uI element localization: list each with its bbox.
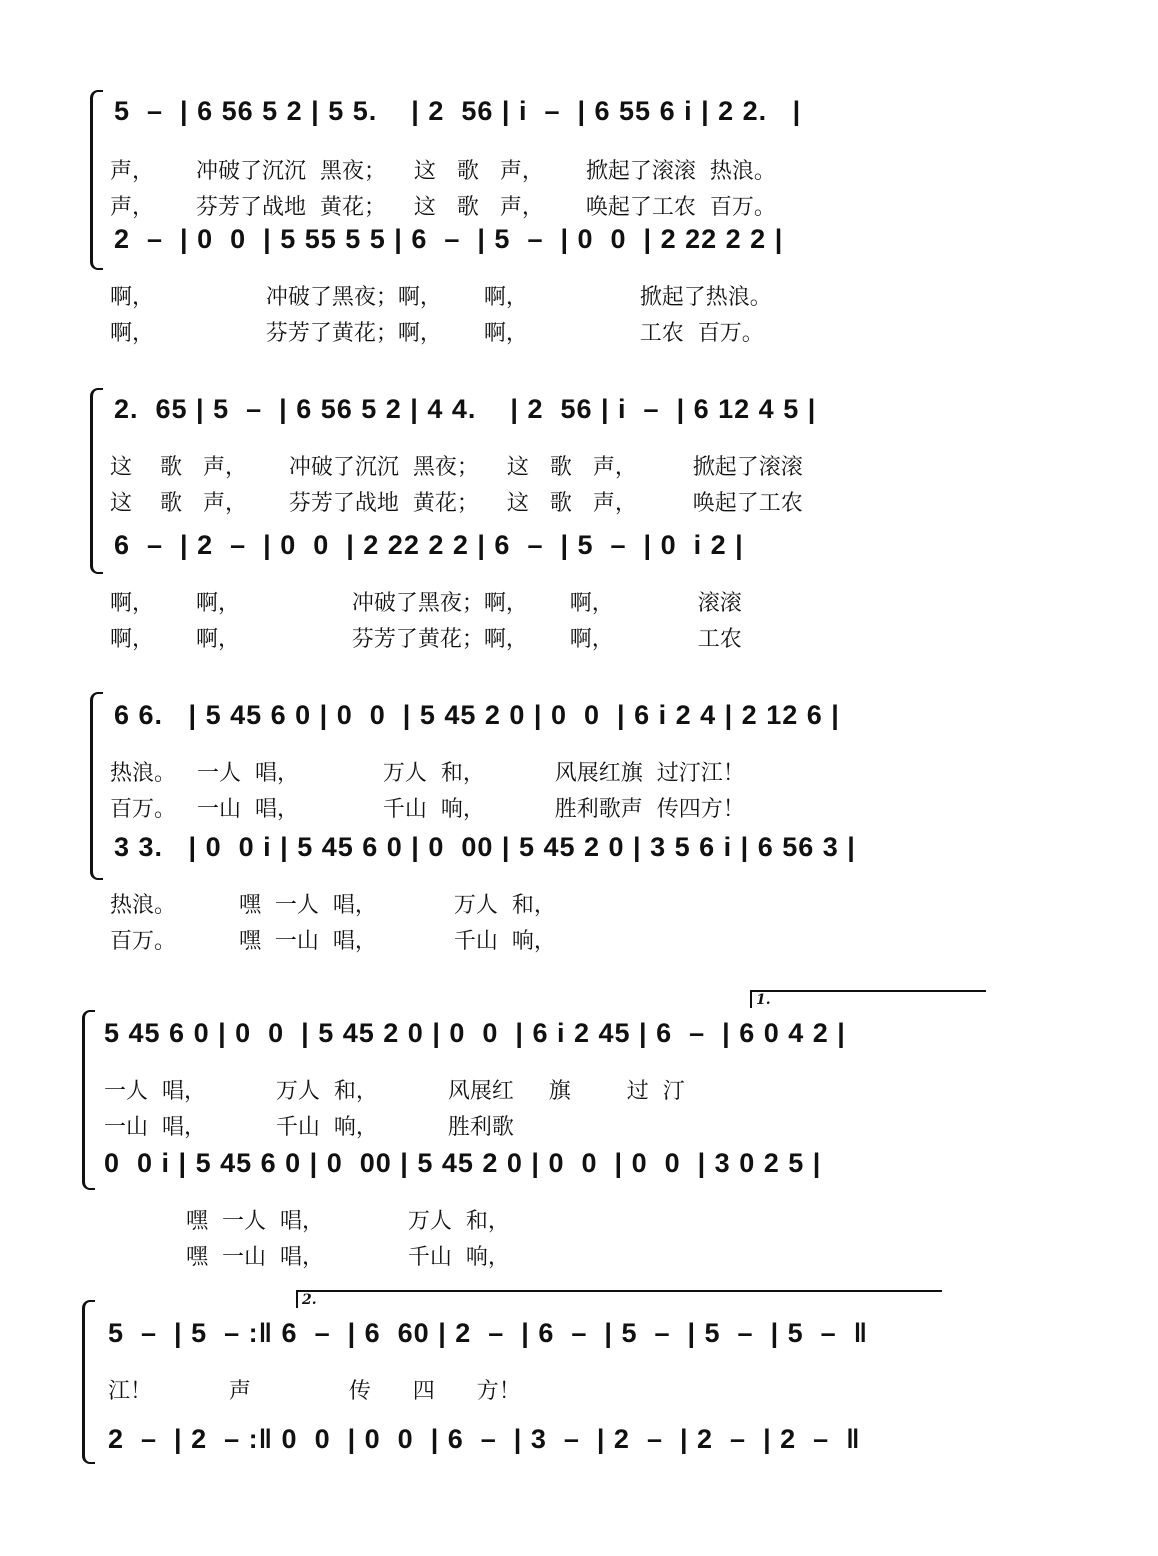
- voice1-lyrics-verse1: 这 歌 声， 冲破了沉沉 黑夜； 这 歌 声， 掀起了滚滚: [110, 455, 803, 480]
- voice2-lyrics-verse1: 啊， 啊， 冲破了黑夜；啊， 啊， 滚滚: [110, 591, 742, 616]
- voice2-notes: 0 0 i | 5 45 6 0 | 0 00 | 5 45 2 0 | 0 0 | 0 0 | 3 0 2 5 |: [104, 1148, 822, 1178]
- voice1-notes: 5 45 6 0 | 0 0 | 5 45 2 0 | 0 0 | 6 i 2 45 | 6 – | 6 0 4 2 |: [104, 1018, 846, 1048]
- voice1-notes: 6 6. | 5 45 6 0 | 0 0 | 5 45 2 0 | 0 0 | 6 i 2 4 | 2 12 6 |: [114, 700, 840, 730]
- voice2-lyrics-verse2: 啊， 啊， 芬芳了黄花；啊， 啊， 工农: [110, 627, 742, 652]
- voice1-lyrics-verse2: 百万。 一山 唱， 千山 响， 胜利歌声 传四方！: [110, 797, 745, 822]
- voice1-lyrics-verse1: 一人 唱， 万人 和， 风展红 旗 过 汀: [104, 1079, 685, 1104]
- voice2-lyrics-verse1: 嘿 一人 唱， 万人 和，: [186, 1209, 510, 1234]
- system-brace: [82, 1300, 95, 1464]
- voice2-notes: 2 – | 0 0 | 5 55 5 5 | 6 – | 5 – | 0 0 | 2 22 2 2 |: [114, 224, 784, 254]
- system-brace: [90, 90, 103, 270]
- voice1-lyrics-verse2: 一山 唱， 千山 响， 胜利歌: [104, 1115, 514, 1140]
- voice1-lyrics-verse1: 热浪。 一人 唱， 万人 和， 风展红旗 过汀江！: [110, 761, 745, 786]
- voice2-lyrics-verse2: 啊， 芬芳了黄花；啊， 啊， 工农 百万。: [110, 321, 764, 346]
- system-brace: [90, 388, 103, 574]
- voice1-lyrics-verse2: 声， 芬芳了战地 黄花； 这 歌 声， 唤起了工农 百万。: [110, 195, 776, 220]
- second-ending-bracket: 2.: [296, 1290, 942, 1308]
- system-brace: [90, 692, 103, 880]
- first-ending-bracket: 1.: [750, 990, 986, 1008]
- voice1-lyrics-verse1: 声， 冲破了沉沉 黑夜； 这 歌 声， 掀起了滚滚 热浪。: [110, 159, 776, 184]
- voice2-notes: 3 3. | 0 0 i | 5 45 6 0 | 0 00 | 5 45 2 0 | 3 5 6 i | 6 56 3 |: [114, 832, 856, 862]
- voice2-lyrics-verse2: 百万。 嘿 一山 唱， 千山 响，: [110, 929, 556, 954]
- voice1-notes: 5 – | 5 – :‖ 6 – | 6 60 | 2 – | 6 – | 5 – | 5 – | 5 – ‖: [108, 1318, 869, 1348]
- voice2-lyrics-verse1: 热浪。 嘿 一人 唱， 万人 和，: [110, 893, 556, 918]
- voice2-notes: 2 – | 2 – :‖ 0 0 | 0 0 | 6 – | 3 – | 2 – | 2 – | 2 – ‖: [108, 1424, 861, 1454]
- system-brace: [82, 1010, 95, 1190]
- voice1-notes: 5 – | 6 56 5 2 | 5 5. | 2 56 | i – | 6 55 6 i | 2 2. |: [114, 96, 802, 126]
- voice2-lyrics-verse2: 嘿 一山 唱， 千山 响，: [186, 1245, 510, 1270]
- voice1-lyrics-verse2: 这 歌 声， 芬芳了战地 黄花； 这 歌 声， 唤起了工农: [110, 491, 803, 516]
- voice2-lyrics-verse1: 啊， 冲破了黑夜；啊， 啊， 掀起了热浪。: [110, 285, 772, 310]
- voice1-notes: 2. 65 | 5 – | 6 56 5 2 | 4 4. | 2 56 | i – | 6 12 4 5 |: [114, 394, 817, 424]
- voice2-notes: 6 – | 2 – | 0 0 | 2 22 2 2 | 6 – | 5 – | 0 i 2 |: [114, 530, 744, 560]
- voice1-lyrics-verse1: 江！ 声 传 四 方！: [108, 1379, 521, 1404]
